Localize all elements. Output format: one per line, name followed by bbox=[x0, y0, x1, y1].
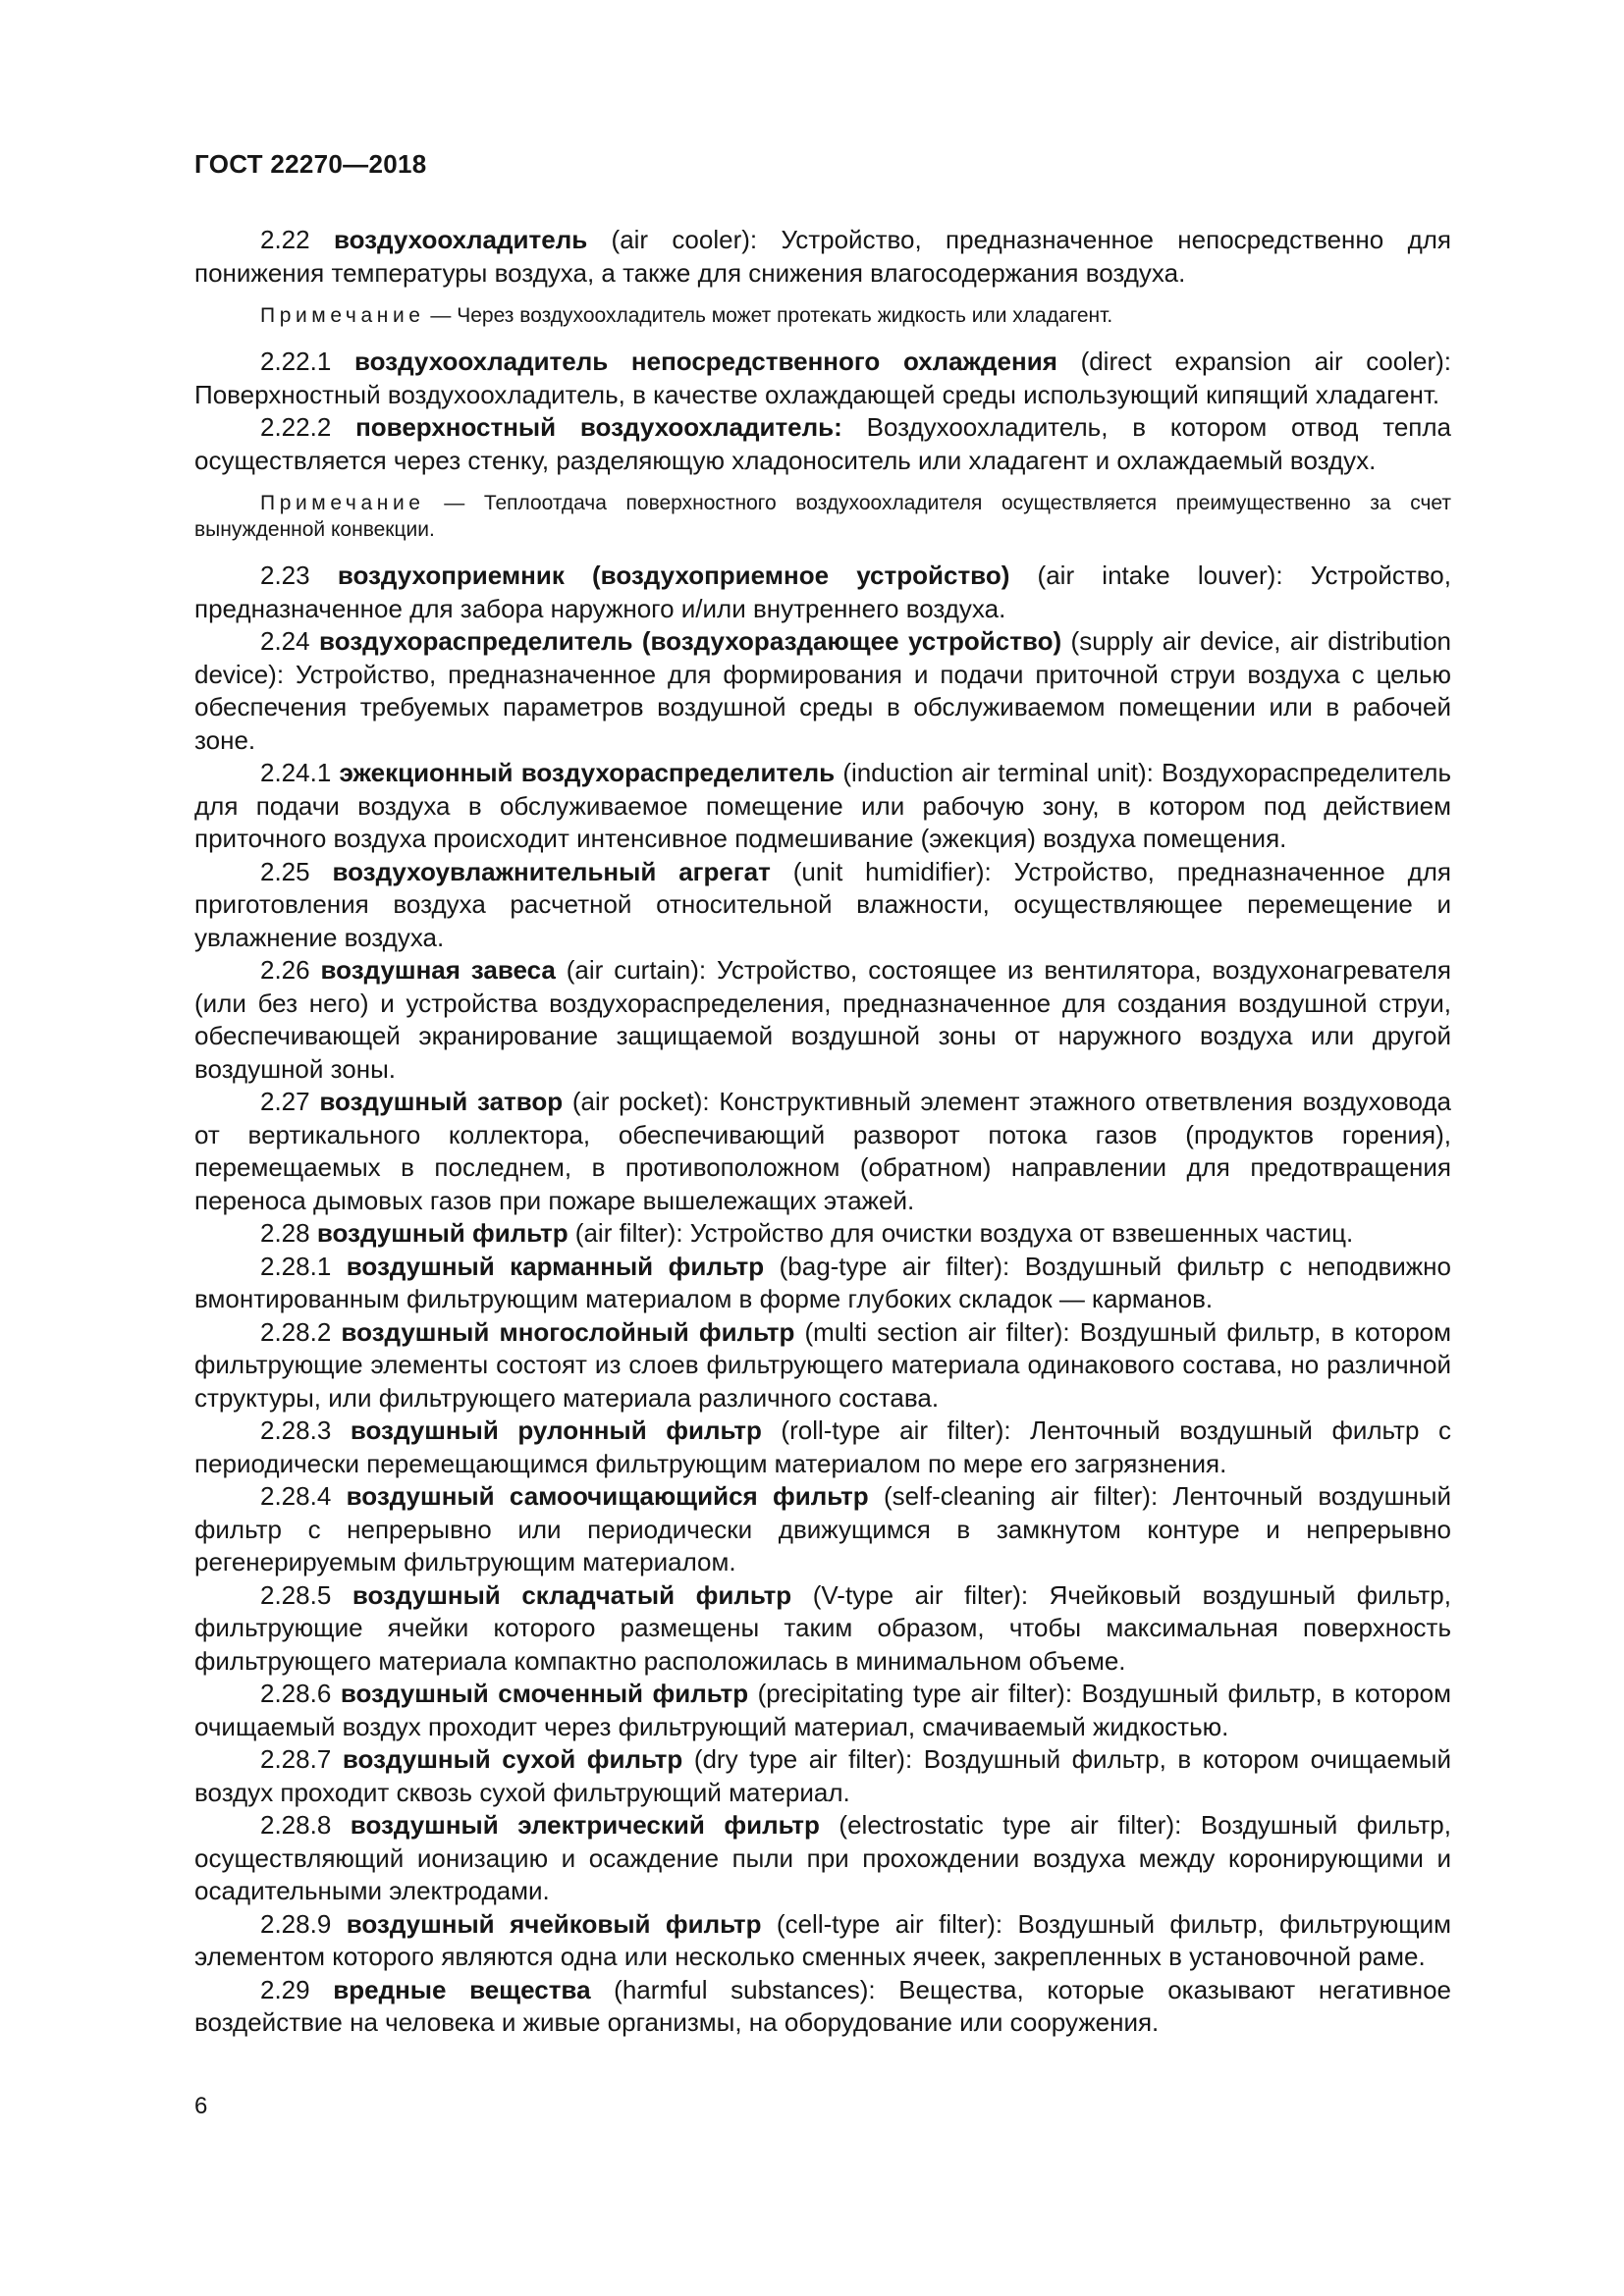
term-entry bbox=[194, 954, 1451, 1086]
note-label: Примечание bbox=[260, 492, 425, 514]
term-definition: (dry type air filter): Воздушный фильтр, в котором очищаемый воздух проходит сквозь сухой фильтрующий материал. bbox=[194, 1744, 1452, 1807]
term-name: воздушный электрический фильтр bbox=[350, 1810, 820, 1840]
term-definition: (electrostatic type air filter): Воздушный фильтр, осуществляющий ионизацию и осаждение пыли при прохождении воздуха между коронирующими и осадительными электродами. bbox=[194, 1810, 1451, 1905]
term-entry bbox=[194, 1480, 1451, 1579]
term-entry bbox=[194, 1678, 1451, 1743]
term-entry bbox=[194, 1809, 1451, 1908]
term-name: воздухоохладитель непосредственного охлаждения bbox=[354, 347, 1057, 376]
term-number: 2.28.2 bbox=[260, 1316, 332, 1347]
note-text: — Теплоотдача поверхностного воздухоохладителя осуществляется преимущественно за счет вынужденной конвекции. bbox=[194, 492, 1451, 541]
term-number: 2.28.6 bbox=[260, 1679, 332, 1708]
term-number: 2.28.5 bbox=[260, 1579, 332, 1610]
term-entry bbox=[194, 1908, 1451, 1974]
term-entry bbox=[194, 224, 1451, 290]
term-entry bbox=[194, 625, 1451, 757]
term-name: воздушный рулонный фильтр bbox=[350, 1415, 762, 1445]
term-name: воздухоприемник (воздухоприемное устройство) bbox=[337, 561, 1010, 590]
term-entry bbox=[194, 411, 1451, 477]
term-definition: (V-type air filter): Ячейковый воздушный фильтр, фильтрующие ячейки которого размещены таким образом, чтобы максимальная поверхность фильтрующего материала компактно расположилась в минимальном объеме. bbox=[194, 1579, 1451, 1676]
term-definition: (bag-type air filter): Воздушный фильтр с неподвижно вмонтированным фильтрующим материалом в форме глубоких складок — карманов. bbox=[194, 1251, 1452, 1313]
term-number: 2.29 bbox=[260, 1974, 310, 2004]
term-number: 2.22.2 bbox=[260, 412, 332, 442]
note bbox=[194, 490, 1451, 543]
term-name: воздухоохладитель bbox=[333, 225, 588, 254]
term-name: воздухораспределитель (воздухораздающее устройство) bbox=[319, 626, 1062, 656]
term-name: воздушная завеса bbox=[320, 955, 556, 985]
term-name: воздушный фильтр bbox=[316, 1218, 568, 1248]
standard-header: ГОСТ 22270—2018 bbox=[194, 149, 427, 179]
term-definition: (supply air device, air distribution device): Устройство, предназначенное для формирования и подачи приточной струи воздуха с целью обеспечения требуемых параметров воздушной среды в обслуживаемом помещении или в рабочей зоне. bbox=[194, 626, 1451, 755]
term-name: воздушный затвор bbox=[319, 1087, 564, 1116]
term-name: поверхностный воздухоохладитель: bbox=[355, 412, 842, 442]
term-definition: (roll-type air filter): Ленточный воздушный фильтр с периодически перемещающимся фильтрующим материалом по мере его загрязнения. bbox=[194, 1415, 1451, 1478]
term-number: 2.28.7 bbox=[260, 1744, 332, 1774]
term-number: 2.28.4 bbox=[260, 1481, 332, 1511]
term-number: 2.28.1 bbox=[260, 1251, 332, 1281]
term-definition: (cell-type air filter): Воздушный фильтр, фильтрующим элементом которого являются одна или несколько сменных ячеек, закрепленных в установочной раме. bbox=[194, 1908, 1451, 1971]
term-entry bbox=[194, 1743, 1451, 1809]
term-name: воздушный ячейковый фильтр bbox=[346, 1908, 762, 1939]
term-definition: (unit humidifier): Устройство, предназначенное для приготовления воздуха расчетной относительной влажности, осуществляющее перемещение и увлажнение воздуха. bbox=[194, 856, 1451, 952]
note bbox=[194, 302, 1451, 329]
term-entry bbox=[194, 346, 1451, 411]
term-definition: (direct expansion air cooler): Поверхностный воздухоохладитель, в качестве охлаждающей среды использующий кипящий хладагент. bbox=[194, 347, 1451, 409]
term-definition: (multi section air filter): Воздушный фильтр, в котором фильтрующие элементы состоят из слоев фильтрующего материала одинакового состава, но различной структуры, или фильтрующего материала различного состава. bbox=[194, 1316, 1451, 1413]
note-label: Примечание bbox=[260, 304, 425, 327]
term-name: воздушный складчатый фильтр bbox=[352, 1579, 792, 1610]
note-text: — Через воздухоохладитель может протекать жидкость или хладагент. bbox=[424, 304, 1113, 327]
term-definition: (air intake louver): Устройство, предназначенное для забора наружного и/или внутреннего воздуха. bbox=[194, 561, 1451, 623]
page-number: 6 bbox=[194, 2093, 208, 2119]
term-number: 2.25 bbox=[260, 856, 310, 886]
term-entry bbox=[194, 1251, 1451, 1316]
term-number: 2.26 bbox=[260, 955, 310, 985]
term-number: 2.28 bbox=[260, 1218, 310, 1248]
term-name: вредные вещества bbox=[333, 1974, 591, 2004]
term-definition: (air filter): Устройство для очистки воздуха от взвешенных частиц. bbox=[568, 1218, 1354, 1248]
term-name: воздушный самоочищающийся фильтр bbox=[346, 1481, 869, 1511]
term-number: 2.28.3 bbox=[260, 1415, 332, 1445]
term-definition: (induction air terminal unit): Воздухораспределитель для подачи воздуха в обслуживаемое помещение или рабочую зону, в котором под действием приточного воздуха происходит интенсивное подмешивание (эжекция) воздуха помещения. bbox=[194, 758, 1451, 853]
term-definition: (air cooler): Устройство, предназначенное непосредственно для понижения температуры воздуха, а также для снижения влагосодержания воздуха. bbox=[194, 225, 1451, 288]
term-entry bbox=[194, 1579, 1451, 1679]
term-definition: (air curtain): Устройство, состоящее из вентилятора, воздухонагревателя (или без него) и устройства воздухораспределения, предназначенное для создания воздушной струи, обеспечивающей экранирование защищаемой воздушной зоны от наружного воздуха или другой воздушной зоны. bbox=[194, 955, 1451, 1084]
term-definition: (air pocket): Конструктивный элемент этажного ответвления воздуховода от вертикального коллектора, обеспечивающий разворот потока газов (продуктов горения), перемещаемых в последнем, в противоположном (обратном) направлении для предотвращения переноса дымовых газов при пожаре вышележащих этажей. bbox=[194, 1087, 1452, 1215]
term-definition: (harmful substances): Вещества, которые оказывают негативное воздействие на человека и живые организмы, на оборудование или сооружения. bbox=[194, 1974, 1451, 2037]
term-number: 2.27 bbox=[260, 1087, 310, 1116]
term-number: 2.22 bbox=[260, 225, 310, 254]
term-number: 2.22.1 bbox=[260, 347, 332, 376]
term-name: воздухоувлажнительный агрегат bbox=[332, 856, 771, 886]
term-definition: (self-cleaning air filter): Ленточный воздушный фильтр с непрерывно или периодически движущимся в замкнутом контуре и непрерывно регенерируемым фильтрующим материалом. bbox=[194, 1481, 1451, 1576]
term-name: воздушный карманный фильтр bbox=[346, 1251, 765, 1281]
term-entry bbox=[194, 1316, 1451, 1415]
term-entry bbox=[194, 1217, 1451, 1251]
term-number: 2.23 bbox=[260, 561, 310, 590]
term-name: воздушный смоченный фильтр bbox=[340, 1679, 749, 1708]
term-entry bbox=[194, 856, 1451, 955]
term-entry bbox=[194, 560, 1451, 625]
term-entry bbox=[194, 757, 1451, 856]
term-name: воздушный многослойный фильтр bbox=[341, 1316, 795, 1347]
term-definition: (precipitating type air filter): Воздушный фильтр, в котором очищаемый воздух проходит через фильтрующий материал, смачиваемый жидкостью. bbox=[194, 1679, 1451, 1741]
term-name: воздушный сухой фильтр bbox=[342, 1744, 683, 1774]
term-definition: Воздухоохладитель, в котором отвод тепла осуществляется через стенку, разделяющую хладоноситель или хладагент и охлаждаемый воздух. bbox=[194, 412, 1451, 475]
terms-list bbox=[194, 224, 1451, 2040]
term-number: 2.24 bbox=[260, 626, 310, 656]
term-number: 2.28.9 bbox=[260, 1908, 332, 1939]
term-entry bbox=[194, 1086, 1451, 1217]
term-entry bbox=[194, 1974, 1451, 2040]
term-number: 2.28.8 bbox=[260, 1810, 332, 1840]
term-name: эжекционный воздухораспределитель bbox=[339, 758, 836, 787]
term-number: 2.24.1 bbox=[260, 758, 332, 787]
term-entry bbox=[194, 1415, 1451, 1480]
